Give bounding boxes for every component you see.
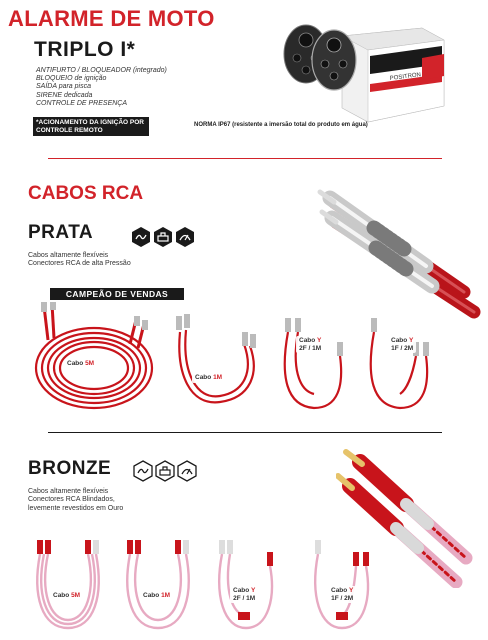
prata-feature-icons: [130, 226, 196, 248]
prata-cable-5m-image: [30, 302, 160, 414]
label-value: 1M: [213, 374, 223, 381]
best-seller-banner: CAMPEÃO DE VENDAS: [50, 288, 184, 300]
prata-desc-line: Cabos altamente flexíveis: [28, 252, 109, 259]
bronze-cable-y-1f2m-image: [310, 536, 376, 632]
prata-label-1m: [192, 373, 225, 383]
label-value: Y: [316, 337, 322, 344]
label-prefix: Cabo: [195, 374, 214, 381]
box-brand-label: POSITRON: [389, 72, 422, 82]
label-prefix: Cabo: [67, 360, 86, 367]
bronze-feature-icons: [132, 460, 198, 482]
prata-label-y-1f2m: [388, 336, 416, 353]
alarm-feature: CONTROLE DE PRESENÇA: [36, 99, 128, 107]
prata-rca-connector-image: [314, 188, 486, 328]
ip67-norm-text: NORMA IP67 (resistente a imersão total do produto em água): [194, 122, 368, 128]
label-detail: 1F / 2M: [331, 594, 354, 602]
rca-section-title: CABOS RCA: [28, 183, 144, 204]
label-prefix: Cabo: [233, 587, 251, 594]
bronze-label-5m: [50, 591, 83, 601]
label-detail: 2F / 1M: [233, 594, 256, 602]
bronze-desc-line: Cabos altamente flexíveis: [28, 488, 109, 495]
prata-cable-y-2f1m-image: [278, 316, 350, 414]
alarm-feature: SIRENE dedicada: [36, 91, 93, 99]
bronze-desc-line: levemente revestidos em Ouro: [28, 504, 124, 512]
section-divider: [48, 432, 442, 433]
prata-desc-line: Conectores RCA de alta Pressão: [28, 260, 131, 268]
bronze-label-y-2f1m: [230, 586, 258, 603]
flexible-cable-icon: [132, 227, 150, 247]
label-prefix: Cabo: [391, 337, 409, 344]
alarm-model-name: TRIPLO I*: [34, 38, 136, 61]
label-value: 5M: [85, 360, 95, 367]
prata-cable-y-1f2m-image: [364, 316, 436, 414]
label-prefix: Cabo: [299, 337, 317, 344]
alarm-feature: ANTIFURTO / BLOQUEADOR (integrado): [36, 67, 167, 74]
connector-icon: [154, 227, 172, 247]
ignition-note: *ACIONAMENTO DA IGNIÇÃO POR CONTROLE REMOTO: [33, 117, 149, 136]
label-value: Y: [250, 587, 256, 594]
connector-icon: [156, 461, 174, 481]
bronze-cable-1m-image: [122, 536, 194, 632]
pressure-icon: [176, 227, 194, 247]
alarm-feature-list: [36, 67, 167, 108]
alarm-section-title: ALARME DE MOTO: [8, 6, 215, 31]
label-value: Y: [408, 337, 414, 344]
pressure-icon: [178, 461, 196, 481]
bronze-title: BRONZE: [28, 458, 112, 479]
label-value: Y: [348, 587, 354, 594]
prata-cable-1m-image: [170, 314, 266, 410]
prata-description: [28, 252, 131, 269]
bronze-label-1m: [140, 591, 173, 601]
bronze-description: [28, 488, 123, 513]
label-prefix: Cabo: [331, 587, 349, 594]
bronze-desc-line: Conectores RCA Blindados,: [28, 496, 115, 504]
alarm-product-image: [272, 18, 452, 124]
label-value: 5M: [71, 592, 81, 599]
prata-title: PRATA: [28, 222, 94, 243]
label-detail: 1F / 2M: [391, 344, 414, 352]
prata-label-5m: [64, 359, 97, 369]
label-value: 1M: [161, 592, 171, 599]
bronze-cable-5m-image: [32, 536, 104, 632]
bronze-label-y-1f2m: [328, 586, 356, 603]
flexible-cable-icon: [134, 461, 152, 481]
bronze-cable-y-2f1m-image: [214, 536, 280, 632]
alarm-feature: SAÍDA para pisca: [36, 83, 91, 91]
prata-label-y-2f1m: [296, 336, 324, 353]
alarm-feature: BLOQUEIO de ignição: [36, 75, 107, 83]
label-prefix: Cabo: [53, 592, 72, 599]
section-divider: [48, 158, 442, 159]
label-detail: 2F / 1M: [299, 344, 322, 352]
label-prefix: Cabo: [143, 592, 162, 599]
